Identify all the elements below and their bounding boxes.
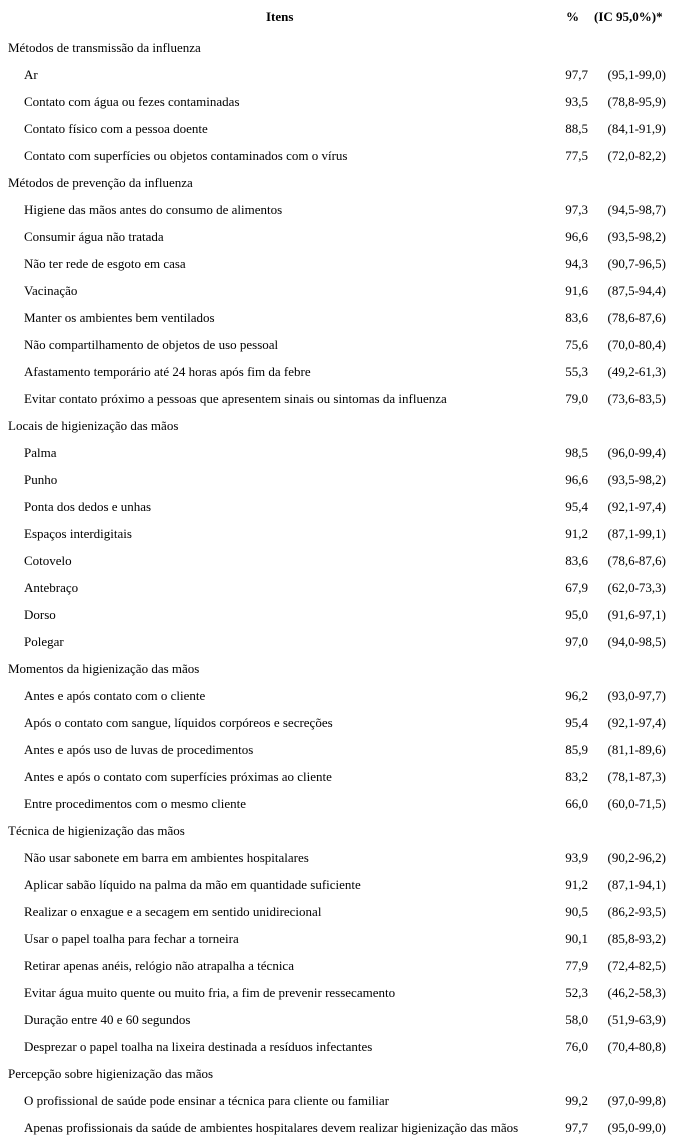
table-row (0, 196, 680, 223)
item-label: Antes e após o contato com superfícies próximas ao cliente (24, 769, 332, 784)
table-row (0, 844, 680, 871)
item-label: Cotovelo (24, 553, 72, 568)
item-label: Evitar contato próximo a pessoas que apresentem sinais ou sintomas da influenza (24, 391, 447, 406)
table-row (0, 601, 680, 628)
item-label: Usar o papel toalha para fechar a torneira (24, 931, 239, 946)
item-label: Espaços interdigitais (24, 526, 132, 541)
table-row (0, 898, 680, 925)
table-row (0, 466, 680, 493)
table-row (0, 358, 680, 385)
table-row (0, 1006, 680, 1033)
item-confidence-interval: (60,0-71,5) (607, 796, 666, 811)
item-confidence-interval: (78,6-87,6) (607, 310, 666, 325)
table-row (0, 547, 680, 574)
section-row (0, 34, 680, 61)
item-confidence-interval: (96,0-99,4) (607, 445, 666, 460)
section-title: Métodos de transmissão da influenza (8, 40, 201, 55)
table-row (0, 979, 680, 1006)
table-row (0, 790, 680, 817)
table-row (0, 88, 680, 115)
item-label: Realizar o enxague e a secagem em sentido unidirecional (24, 904, 322, 919)
item-label: Vacinação (24, 283, 78, 298)
item-label: Não usar sabonete em barra em ambientes hospitalares (24, 850, 309, 865)
section-row (0, 817, 680, 844)
table-row (0, 925, 680, 952)
item-percent: 58,0 (565, 1012, 588, 1027)
item-percent: 95,0 (565, 607, 588, 622)
item-confidence-interval: (51,9-63,9) (607, 1012, 666, 1027)
item-confidence-interval: (81,1-89,6) (607, 742, 666, 757)
item-confidence-interval: (78,8-95,9) (607, 94, 666, 109)
item-percent: 96,2 (565, 688, 588, 703)
item-percent: 83,2 (565, 769, 588, 784)
item-percent: 77,5 (565, 148, 588, 163)
item-percent: 93,9 (565, 850, 588, 865)
item-label: Dorso (24, 607, 56, 622)
item-confidence-interval: (87,5-94,4) (607, 283, 666, 298)
item-confidence-interval: (94,5-98,7) (607, 202, 666, 217)
item-label: Ar (24, 67, 38, 82)
item-label: Entre procedimentos com o mesmo cliente (24, 796, 247, 811)
table-row (0, 304, 680, 331)
item-label: Antes e após uso de luvas de procedimentos (24, 742, 254, 757)
item-label: Palma (24, 445, 57, 460)
item-confidence-interval: (90,2-96,2) (607, 850, 666, 865)
item-percent: 99,2 (565, 1093, 588, 1108)
item-percent: 90,1 (565, 931, 588, 946)
item-confidence-interval: (85,8-93,2) (607, 931, 666, 946)
table-row (0, 331, 680, 358)
table-row (0, 574, 680, 601)
item-label: O profissional de saúde pode ensinar a técnica para cliente ou familiar (24, 1093, 389, 1108)
item-percent: 66,0 (565, 796, 588, 811)
item-label: Não ter rede de esgoto em casa (24, 256, 186, 271)
table-row (0, 736, 680, 763)
section-title: Técnica de higienização das mãos (8, 823, 185, 838)
item-label: Antebraço (24, 580, 79, 595)
item-label: Punho (24, 472, 58, 487)
item-label: Antes e após contato com o cliente (24, 688, 206, 703)
item-label: Não compartilhamento de objetos de uso pessoal (24, 337, 279, 352)
item-confidence-interval: (95,1-99,0) (607, 67, 666, 82)
item-percent: 91,2 (565, 526, 588, 541)
item-percent: 96,6 (565, 229, 588, 244)
item-confidence-interval: (93,5-98,2) (607, 472, 666, 487)
table-row (0, 142, 680, 169)
table-row (0, 952, 680, 979)
item-confidence-interval: (70,0-80,4) (607, 337, 666, 352)
table-row (0, 250, 680, 277)
table-row (0, 385, 680, 412)
item-percent: 55,3 (565, 364, 588, 379)
item-confidence-interval: (87,1-99,1) (607, 526, 666, 541)
item-confidence-interval: (91,6-97,1) (607, 607, 666, 622)
table-row (0, 682, 680, 709)
section-row (0, 655, 680, 682)
table-row (0, 520, 680, 547)
item-percent: 91,2 (565, 877, 588, 892)
item-percent: 93,5 (565, 94, 588, 109)
item-confidence-interval: (95,0-99,0) (607, 1120, 666, 1135)
item-percent: 94,3 (565, 256, 588, 271)
item-percent: 97,0 (565, 634, 588, 649)
item-confidence-interval: (78,1-87,3) (607, 769, 666, 784)
item-confidence-interval: (87,1-94,1) (607, 877, 666, 892)
item-percent: 88,5 (565, 121, 588, 136)
item-percent: 77,9 (565, 958, 588, 973)
item-confidence-interval: (73,6-83,5) (607, 391, 666, 406)
table-row (0, 709, 680, 736)
item-confidence-interval: (97,0-99,8) (607, 1093, 666, 1108)
table-row (0, 1114, 680, 1141)
section-row (0, 169, 680, 196)
item-percent: 67,9 (565, 580, 588, 595)
percent-column-header: % (566, 9, 579, 24)
table-row (0, 61, 680, 88)
item-label: Após o contato com sangue, líquidos corpóreos e secreções (24, 715, 333, 730)
item-confidence-interval: (46,2-58,3) (607, 985, 666, 1000)
item-confidence-interval: (78,6-87,6) (607, 553, 666, 568)
item-percent: 76,0 (565, 1039, 588, 1054)
item-percent: 79,0 (565, 391, 588, 406)
item-percent: 52,3 (565, 985, 588, 1000)
item-confidence-interval: (90,7-96,5) (607, 256, 666, 271)
item-label: Polegar (24, 634, 64, 649)
section-row (0, 412, 680, 439)
item-percent: 97,7 (565, 1120, 588, 1135)
table-row (0, 763, 680, 790)
item-label: Duração entre 40 e 60 segundos (24, 1012, 191, 1027)
item-confidence-interval: (62,0-73,3) (607, 580, 666, 595)
item-label: Contato com superfícies ou objetos contaminados com o vírus (24, 148, 348, 163)
table-row (0, 628, 680, 655)
section-title: Métodos de prevenção da influenza (8, 175, 193, 190)
item-confidence-interval: (84,1-91,9) (607, 121, 666, 136)
item-label: Evitar água muito quente ou muito fria, a fim de prevenir ressecamento (24, 985, 396, 1000)
items-column-header: Itens (266, 9, 294, 24)
table-row (0, 277, 680, 304)
item-percent: 97,7 (565, 67, 588, 82)
item-confidence-interval: (93,5-98,2) (607, 229, 666, 244)
item-label: Apenas profissionais da saúde de ambientes hospitalares devem realizar higienização das mãos (24, 1120, 519, 1135)
table-row (0, 871, 680, 898)
item-percent: 98,5 (565, 445, 588, 460)
table-row (0, 1087, 680, 1114)
item-label: Retirar apenas anéis, relógio não atrapalha a técnica (24, 958, 294, 973)
section-row (0, 1060, 680, 1087)
section-title: Percepção sobre higienização das mãos (8, 1066, 214, 1081)
table-header (0, 0, 680, 34)
item-label: Consumir água não tratada (24, 229, 164, 244)
item-percent: 85,9 (565, 742, 588, 757)
item-percent: 96,6 (565, 472, 588, 487)
table-row (0, 115, 680, 142)
table-row (0, 1033, 680, 1060)
item-label: Contato com água ou fezes contaminadas (24, 94, 240, 109)
item-label: Contato físico com a pessoa doente (24, 121, 208, 136)
item-confidence-interval: (72,4-82,5) (607, 958, 666, 973)
item-percent: 95,4 (565, 499, 588, 514)
item-confidence-interval: (70,4-80,8) (607, 1039, 666, 1054)
item-percent: 90,5 (565, 904, 588, 919)
item-percent: 91,6 (565, 283, 588, 298)
item-label: Ponta dos dedos e unhas (24, 499, 152, 514)
item-percent: 95,4 (565, 715, 588, 730)
item-confidence-interval: (86,2-93,5) (607, 904, 666, 919)
item-label: Higiene das mãos antes do consumo de alimentos (24, 202, 283, 217)
item-label: Afastamento temporário até 24 horas após fim da febre (24, 364, 311, 379)
item-label: Manter os ambientes bem ventilados (24, 310, 215, 325)
section-title: Locais de higienização das mãos (8, 418, 179, 433)
table-row (0, 493, 680, 520)
item-confidence-interval: (49,2-61,3) (607, 364, 666, 379)
item-percent: 83,6 (565, 310, 588, 325)
item-percent: 75,6 (565, 337, 588, 352)
table-body (0, 34, 680, 1141)
item-confidence-interval: (94,0-98,5) (607, 634, 666, 649)
item-label: Desprezar o papel toalha na lixeira destinada a resíduos infectantes (24, 1039, 373, 1054)
item-label: Aplicar sabão líquido na palma da mão em quantidade suficiente (24, 877, 361, 892)
item-percent: 97,3 (565, 202, 588, 217)
table-row (0, 439, 680, 466)
item-confidence-interval: (72,0-82,2) (607, 148, 666, 163)
table-row (0, 223, 680, 250)
item-confidence-interval: (92,1-97,4) (607, 715, 666, 730)
section-title: Momentos da higienização das mãos (8, 661, 200, 676)
ci-column-header: (IC 95,0%)* (594, 9, 663, 24)
item-percent: 83,6 (565, 553, 588, 568)
item-confidence-interval: (93,0-97,7) (607, 688, 666, 703)
item-confidence-interval: (92,1-97,4) (607, 499, 666, 514)
